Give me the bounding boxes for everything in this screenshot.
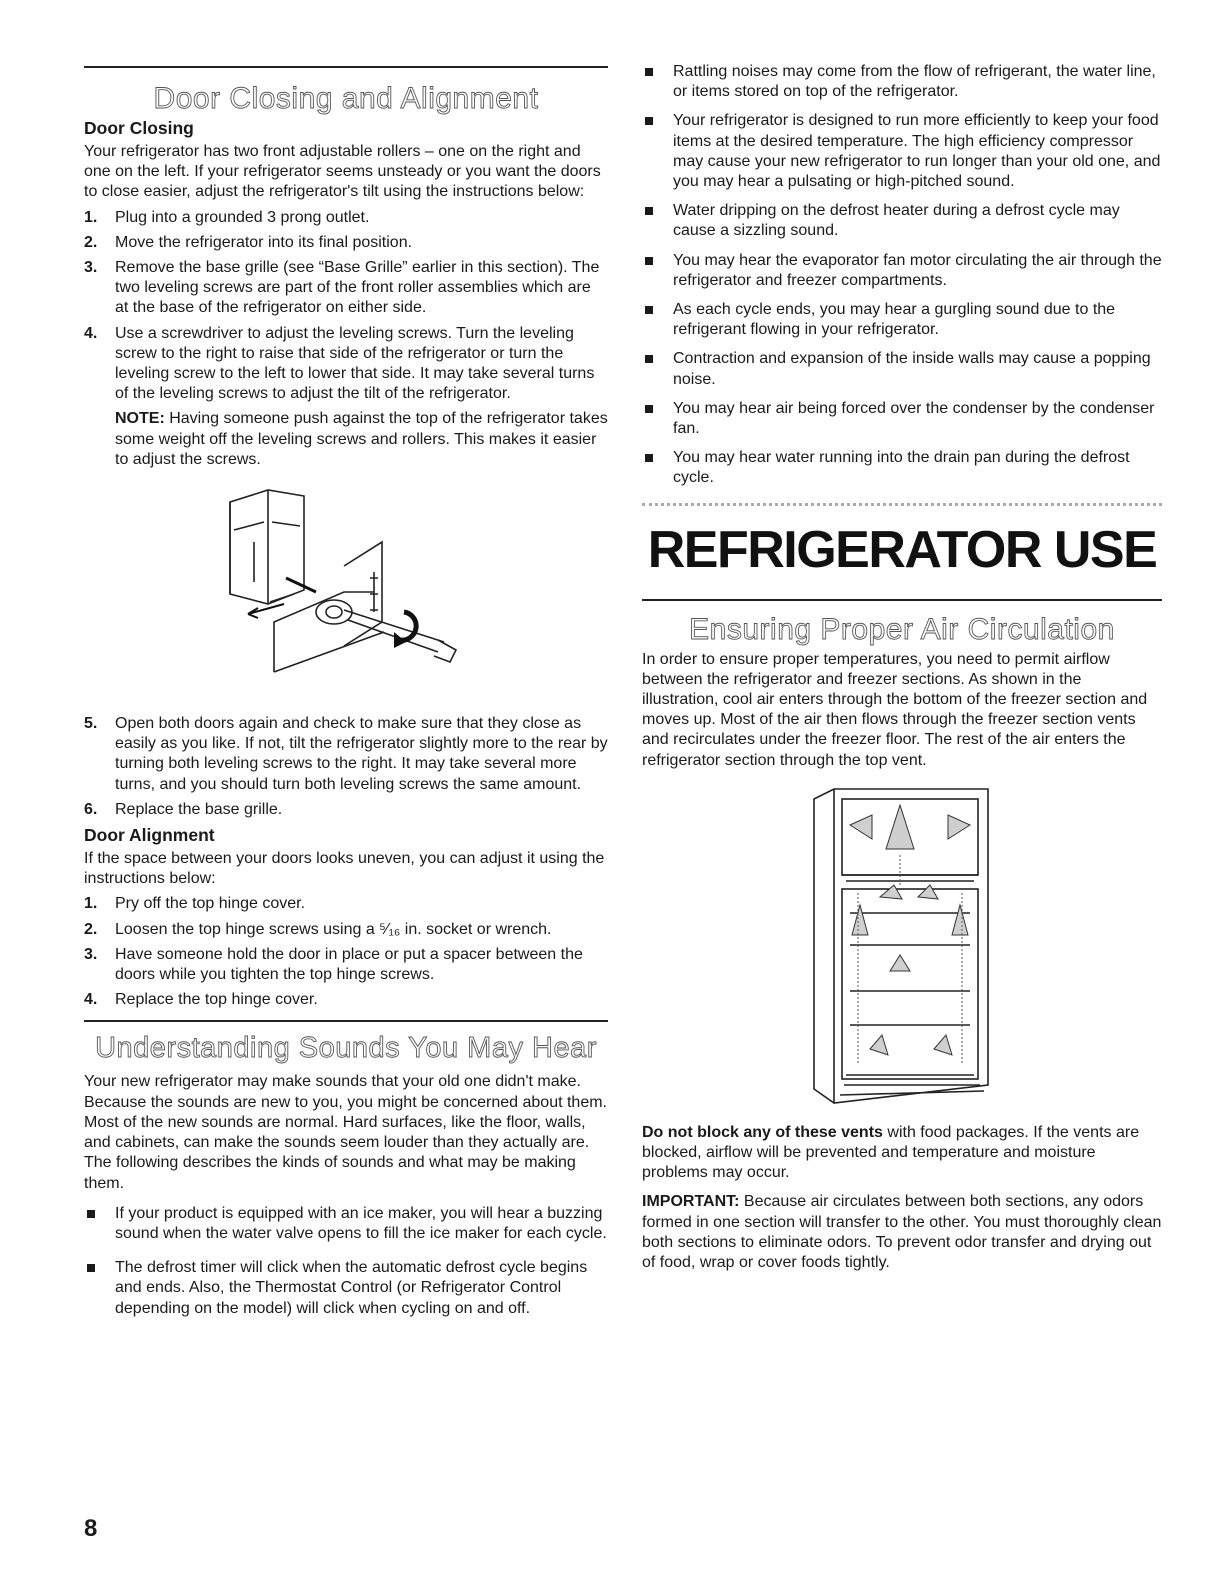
door-alignment-intro: If the space between your doors looks uneven, you can adjust it using the instructions below: [84, 850, 605, 888]
air-circulation-title: Ensuring Proper Air Circulation [689, 612, 1115, 646]
list-item: Rattling noises may come from the flow of refrigerant, the water line, or items stored on top of the refrigerator. [642, 62, 1162, 102]
chapter-title: REFRIGERATOR USE [647, 520, 1157, 579]
bullet-icon [645, 454, 653, 462]
sounds-list [84, 1204, 608, 1319]
door-closing-intro: Your refrigerator has two front adjustable rollers – one on the right and one on the left. If your refrigerator seems unsteady or you want the doors to close easier, adjust the refrigerator's tilt using the instructions below: [84, 143, 601, 201]
bullet-icon [645, 405, 653, 413]
airflow-illustration [810, 785, 1000, 1105]
step-item: 3. Remove the base grille (see “Base Grille” earlier in this section). The two leveling screws are part of the front roller assemblies which are at the base of the refrigerator on either side. [84, 259, 600, 317]
step-item: 4. Replace the top hinge cover. [84, 991, 318, 1009]
step-item: 6. Replace the base grille. [84, 800, 283, 818]
bullet-icon [645, 355, 653, 363]
door-section-title: Door Closing and Alignment [153, 82, 539, 115]
bullet-icon [645, 306, 653, 314]
chapter-divider [642, 503, 1162, 509]
sounds-intro: Your new refrigerator may make sounds that your old one didn't make. Because the sounds are new to you, you might be concerned about them. Most of the new sounds are normal. Hard surfaces, like the floor, walls, and cabinets, can make the sounds seem louder than they actually are. The following describes the kinds of sounds and what may be making them. [84, 1073, 607, 1192]
step-item: 1. Pry off the top hinge cover. [84, 895, 306, 913]
door-closing-steps-continued [84, 714, 608, 820]
bullet-icon [645, 68, 653, 76]
list-item: The defrost timer will click when the automatic defrost cycle begins and ends. Also, the Thermostat Control (or Refrigerator Control depending on the model) will click when cycling on and off. [84, 1258, 608, 1319]
bullet-icon [87, 1264, 95, 1272]
door-closing-steps [84, 208, 608, 470]
door-alignment-steps [84, 894, 608, 1010]
list-item: Your refrigerator is designed to run more efficiently to keep your food items at the desired temperature. The high efficiency compressor may cause your new refrigerator to run longer than your old one, and you may hear a pulsating or high-pitched sound. [642, 111, 1162, 192]
list-item: You may hear the evaporator fan motor circulating the air through the refrigerator and freezer compartments. [642, 251, 1162, 291]
page-number: 8 [84, 1515, 98, 1542]
door-closing-heading: Door Closing [84, 118, 194, 138]
right-column [642, 0, 1162, 1273]
bullet-icon [87, 1210, 95, 1218]
left-column [84, 0, 608, 1319]
section-rule [642, 599, 1162, 601]
list-item: If your product is equipped with an ice maker, you will hear a buzzing sound when the water valve opens to fill the ice maker for each cycle. [84, 1204, 608, 1244]
bullet-icon [645, 117, 653, 125]
step-item: 4. Use a screwdriver to adjust the leveling screws. Turn the leveling screw to the right to raise that side of the refrigerator or turn the leveling screw to the left to lower that side. It may take several turns of the leveling screws to adjust the tilt of the refrigerator. [84, 324, 595, 403]
step-item: 2. Loosen the top hinge screws using a ⁵⁄₁₆ in. socket or wrench. [84, 920, 552, 938]
bullet-icon [645, 207, 653, 215]
vents-warning: Do not block any of these vents with food packages. If the vents are blocked, airflow will be prevented and temperature and moisture problems may occur. [642, 1123, 1140, 1182]
list-item: As each cycle ends, you may hear a gurgling sound due to the refrigerant flowing in your refrigerator. [642, 300, 1162, 340]
list-item: You may hear water running into the drain pan during the defrost cycle. [642, 448, 1162, 488]
air-circulation-intro: In order to ensure proper temperatures, you need to permit airflow between the refrigerator and freezer sections. As shown in the illustration, cool air enters through the bottom of the freezer section and moves up. Most of the air then flows through the freezer section vents and recirculates under the freezer floor. The rest of the air enters the refrigerator section through the top vent. [642, 650, 1148, 769]
section-rule [84, 1020, 608, 1022]
door-alignment-heading: Door Alignment [84, 825, 215, 846]
step-item: 5. Open both doors again and check to make sure that they close as easily as you like. If not, tilt the refrigerator slightly more to the rear by turning both leveling screws to the right. It may take several more turns, and you should turn both leveling screws the same amount. [84, 715, 608, 793]
list-item: Contraction and expansion of the inside walls may cause a popping noise. [642, 349, 1162, 389]
list-item: You may hear air being forced over the condenser by the condenser fan. [642, 399, 1162, 439]
sounds-list-continued [642, 62, 1162, 489]
step-item: 1. Plug into a grounded 3 prong outlet. [84, 208, 370, 226]
step-item: 3. Have someone hold the door in place or put a spacer between the doors while you tighten the top hinge screws. [84, 945, 583, 984]
sounds-section-title: Understanding Sounds You May Hear [95, 1032, 597, 1065]
list-item: Water dripping on the defrost heater during a defrost cycle may cause a sizzling sound. [642, 201, 1162, 241]
step-item: 2. Move the refrigerator into its final position. [84, 233, 413, 251]
leveling-screw-illustration [224, 482, 484, 712]
important-note: IMPORTANT: Because air circulates between both sections, any odors formed in one section will transfer to the other. You must thoroughly clean both sections to eliminate odors. To prevent odor transfer and drying out of food, wrap or cover foods tightly. [642, 1193, 1162, 1272]
note: NOTE: Having someone push against the top of the refrigerator takes some weight off the leveling screws and rollers. This makes it easier to adjust the screws. [115, 410, 608, 468]
section-rule [84, 66, 608, 68]
bullet-icon [645, 257, 653, 265]
